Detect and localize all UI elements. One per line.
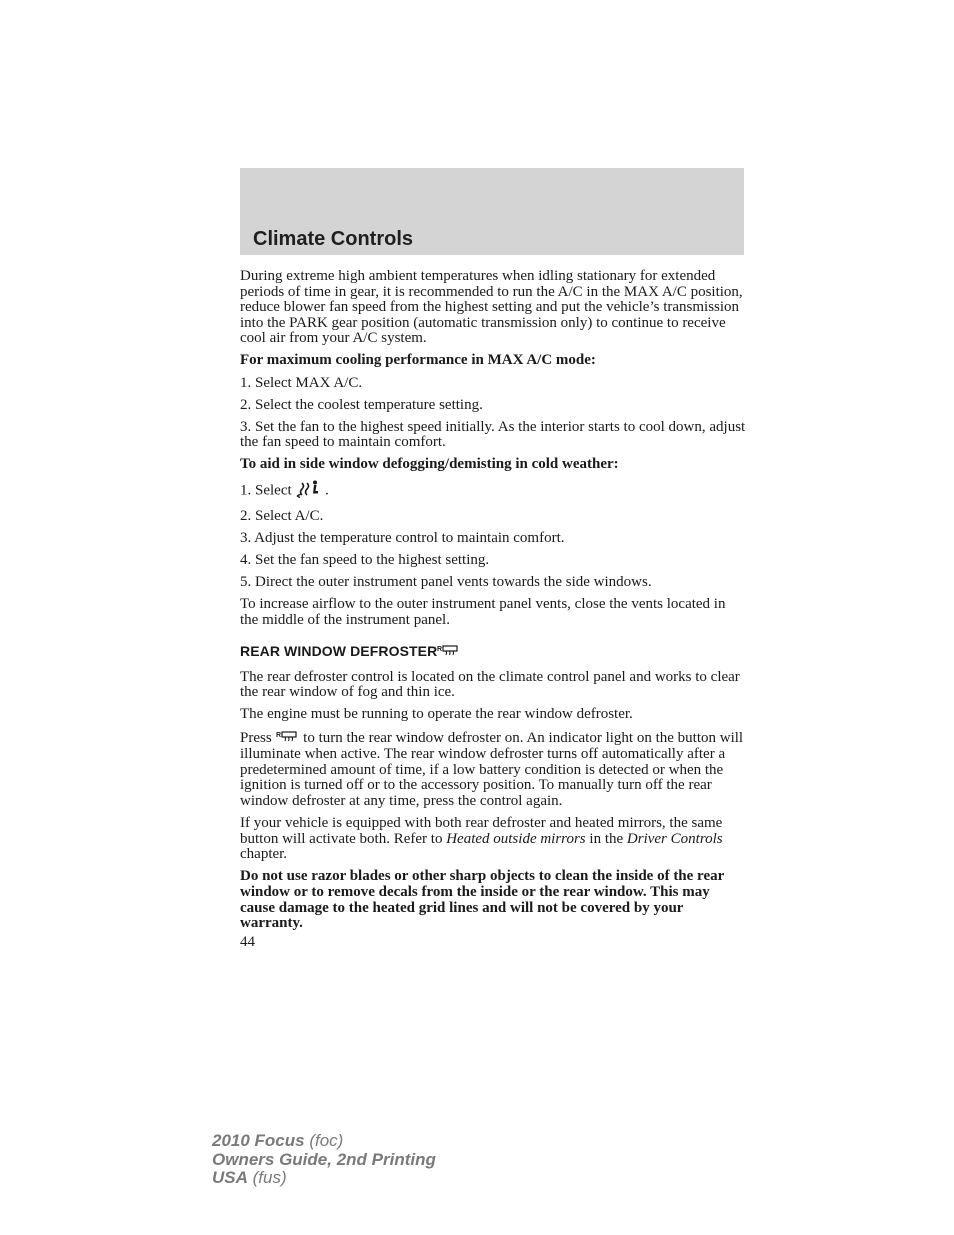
mirrors-text: in the — [589, 830, 624, 847]
footer-line-model — [212, 1132, 436, 1151]
press-prefix: Press — [240, 729, 272, 746]
mirrors-text: chapter. — [240, 846, 288, 863]
rear-defrost-icon — [437, 644, 459, 661]
press-rest: to turn the rear window defroster on. An indicator light on the button will illuminate when active. The rear window defroster turns off automatically after a predetermined amount of time, if a low battery condition is detected or when the ignition is turned off or to the accessory position. To manually turn off the rear window defroster at any time, press the control again. — [240, 729, 744, 809]
list-item — [240, 480, 746, 503]
footer-market-code: (fus) — [247, 1168, 287, 1187]
rear-defroster-heading-text: REAR WINDOW DEFROSTER — [240, 643, 438, 660]
rear-defrost-icon-letter: R — [437, 646, 443, 654]
reference-heated-mirrors: Heated outside mirrors — [446, 830, 586, 847]
footer-model: 2010 Focus — [212, 1131, 305, 1150]
warning-paragraph: Do not use razor blades or other sharp objects to clean the inside of the rear window or to remove decals from the inside or the rear window. This may cause damage to the heated grid lines and will not be covered by your warranty. — [240, 868, 724, 932]
rear-defrost-icon-letter: R — [276, 731, 282, 739]
list-item: 4. Set the fan speed to the highest setting. — [240, 551, 490, 568]
paragraph-airflow: To increase airflow to the outer instrument panel vents, close the vents located in the middle of the instrument panel. — [240, 596, 726, 628]
paragraph-press — [240, 730, 746, 810]
paragraph-rear-location: The rear defroster control is located on the climate control panel and works to clear the rear window of fog and thin ice. — [240, 668, 740, 701]
defog-step1-suffix: . — [325, 482, 329, 499]
list-item: 3. Adjust the temperature control to maintain comfort. — [240, 529, 565, 546]
page-number: 44 — [240, 933, 255, 950]
list-item: 2. Select A/C. — [240, 507, 324, 524]
rear-defroster-heading — [240, 644, 746, 661]
footer-line-market — [212, 1169, 436, 1188]
max-ac-heading: For maximum cooling performance in MAX A/C mode: — [240, 352, 596, 369]
list-item: 1. Select MAX A/C. — [240, 374, 363, 391]
page-content — [240, 269, 746, 957]
footer-market: USA — [212, 1168, 248, 1187]
rear-defrost-icon — [275, 730, 299, 748]
section-title: Climate Controls — [253, 228, 414, 250]
list-item: 5. Direct the outer instrument panel vents towards the side windows. — [240, 573, 652, 590]
defog-heading: To aid in side window defogging/demisting in cold weather: — [240, 456, 619, 473]
list-item: 2. Select the coolest temperature setting. — [240, 396, 483, 413]
reference-driver-controls: Driver Controls — [626, 830, 723, 847]
list-item: 3. Set the fan to the highest speed initially. As the interior starts to cool down, adjust the fan speed to maintain comfort. — [240, 418, 746, 451]
mirrors-text: If your vehicle is equipped with both rear defroster and heated mirrors, the same button will activate both. Refer to — [240, 815, 723, 847]
paragraph-mirrors — [240, 816, 746, 863]
floor-defrost-mode-icon — [295, 480, 321, 503]
defog-step1-prefix: 1. Select — [240, 482, 292, 499]
footer-model-code: (foc) — [304, 1131, 344, 1150]
section-header-band — [240, 168, 744, 255]
paragraph-engine-running: The engine must be running to operate the rear window defroster. — [240, 706, 633, 723]
paragraph-high-ambient: During extreme high ambient temperatures when idling stationary for extended periods of time in gear, it is recommended to run the A/C in the MAX A/C position, reduce blower fan speed from the highest setting and put the vehicle’s transmission into the PARK gear position (automatic transmission only) to continue to receive cool air from your A/C system. — [240, 268, 743, 347]
footer-edition — [212, 1132, 436, 1188]
footer-printing: Owners Guide, 2nd Printing — [212, 1149, 436, 1169]
footer-line-printing — [212, 1151, 436, 1170]
